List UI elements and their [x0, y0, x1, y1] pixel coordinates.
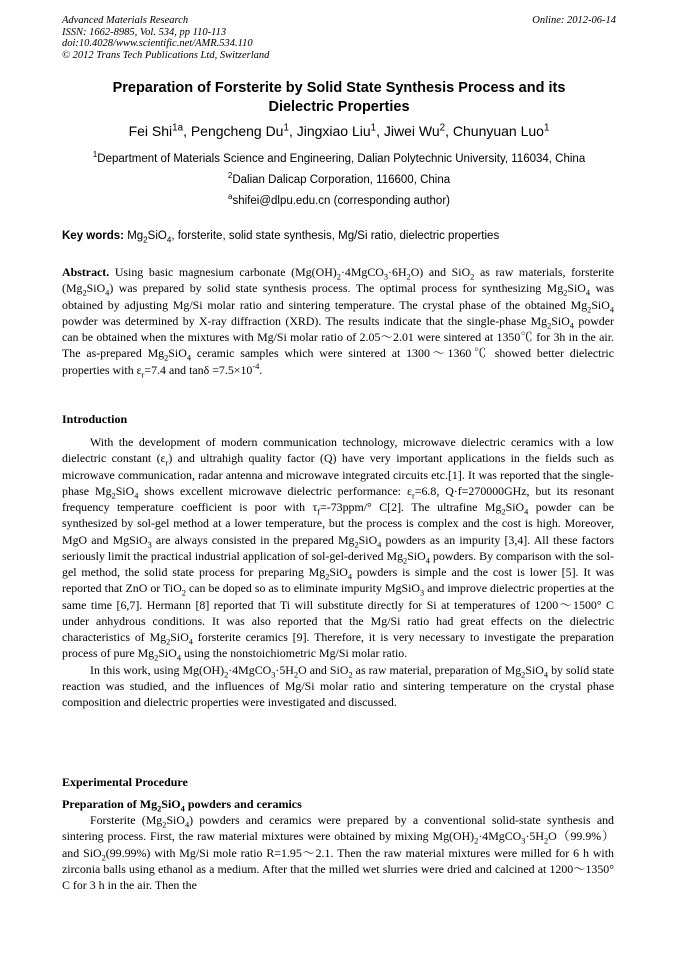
author-list: Fei Shi$^{1a}$, Pengcheng Du$^1$, Jingxiao Liu$^1$, Jiwei Wu$^2$, Chunyuan Luo$^1$ — [128, 122, 550, 139]
affiliation-1 — [62, 150, 616, 165]
title-line-1: Preparation of Forsterite by Solid State Synthesis Process and its — [112, 80, 566, 96]
intro-paragraph-1: With the development of modern communication technology, microwave dielectric ceramics with a low dielectric constant $(\varepsilon_r)$ and ultrahigh quality factor (Q) have very important applications in the fields such as microwave communication, radar antenna and microwave integrated circuits etc.[1]. It was reported that the single-phase $Mg_2SiO_4$ shows excellent microwave dielectric performance: $\varepsilon_r=6.8$, Q·f=270000GHz, but its resonant frequency temperature coefficient is poor with $\tau_f=-73ppm/^\circ$ C[2]. The ultrafine $Mg_2SiO_4$ powder can be synthesized by sol-gel method at a lower temperature, but the process is complex and the cost is high. Moreover, MgO and MgSiO$_3$ are always consisted in the prepared $Mg_2SiO_4$ powders as an impurity [3,4]. All these factors seriously limit the practical industrial application of sol-gel-derived $Mg_2SiO_4$ powders. By comparison with the sol-gel method, the solid state process for preparing $Mg_2SiO_4$ powders is simple and the cost is lower [5]. It was reported that ZnO or TiO$_2$ can be doped so as to eliminate impurity MgSiO$_3$ and improve dielectric properties at the same time [6,7]. Hermann [8] reported that Ti will substitute directly for Si at temperatures of 1200～1500° C under anhydrous conditions. It was also reported that the Mg/Si ratio had great effects on the dielectric characteristics of $Mg_2SiO_4$ forsterite ceramics [9]. Therefore, it is very necessary to investigate the preparation process of pure $Mg_2SiO_4$ using the nonstoichiometric Mg/Si molar ratio. — [62, 435, 614, 663]
abstract-paragraph: Abstract. Using basic magnesium carbonate $(Mg(OH)_2\cdot 4MgCO_3\cdot 6H_2O)$ and SiO$_2$ as raw materials, forsterite $(Mg_2SiO_4)$ was prepared by solid state synthesis process. The optimal process for synthesizing $Mg_2SiO_4$ was obtained by adjusting Mg/Si molar ratio and sintering temperature. The crystal phase of the obtained $Mg_2SiO_4$ powder was determined by X-ray diffraction (XRD). The results indicate that the single-phase $Mg_2SiO_4$ powder can be obtained when the mixtures with Mg/Si molar ratio of 2.05～2.01 were sintered at 1350℃ for 3h in the air. The as-prepared $Mg_2SiO_4$ ceramic samples which were sintered at 1300～1360℃ showed better dielectric properties with $\varepsilon_r=7.4$ and $\tan\delta =7.5\times 10^{-4}$. — [62, 265, 614, 379]
introduction-text — [62, 434, 614, 710]
issn: ISSN: 1662-8985, Vol. 534, pp 110-113 — [62, 26, 227, 38]
section-heading-introduction: Introduction — [62, 412, 128, 426]
author-3: Jingxiao Liu — [296, 123, 371, 139]
online-date: Online: 2012-06-14 — [532, 15, 616, 26]
corresponding-email — [62, 192, 616, 207]
author-3-sup: 1 — [370, 122, 377, 134]
author-2: Pengcheng Du — [190, 123, 284, 139]
keywords: Key words: $Mg_2SiO_4$, forsterite, solid state synthesis, Mg/Si ratio, dielectric properties — [62, 230, 500, 245]
keywords-text: forsterite, solid state synthesis, Mg/Si ratio, dielectric properties — [177, 230, 500, 242]
doi: doi:10.4028/www.scientific.net/AMR.534.110 — [62, 38, 253, 49]
abstract-label: Abstract. — [62, 265, 110, 279]
author-4: Jiwei Wu — [383, 123, 440, 139]
section-heading-experimental: Experimental Procedure — [62, 775, 188, 789]
email-text: shifei@dlpu.edu.cn (corresponding author) — [232, 195, 450, 207]
paper-title — [62, 79, 616, 117]
affiliation-2-text: Dalian Dalicap Corporation, 116600, China — [232, 174, 451, 186]
affiliation-1-text: Department of Materials Science and Engineering, Dalian Polytechnic University, 116034, China — [97, 153, 586, 165]
author-5: Chunyuan Luo — [452, 123, 544, 139]
experimental-paragraph-1: Forsterite $(Mg_2SiO_4)$ powders and ceramics were prepared by a conventional solid-state synthesis and sintering process. First, the raw material mixtures were obtained by mixing $Mg(OH)_2\cdot 4MgCO_3\cdot 5H_2O(99.9\%)and$ SiO$_2$(99.99%) with Mg/Si mole ratio R=1.95～2.1. Then the raw material mixtures were milled for 6 h with zirconia balls using ethanol as a medium. After that the milled wet slurries were dried and calcined at 1200～1350° C for 3 h in the air. Then the — [62, 813, 614, 892]
author-2-sup: 1 — [283, 122, 289, 134]
author-4-sup: 2 — [439, 122, 446, 134]
journal-name: Advanced Materials Research — [62, 15, 189, 26]
affiliation-1-sup: 1 — [92, 150, 98, 160]
subsection-heading-preparation: Preparation of $Mg_2SiO_4$ powders and ceramics — [62, 797, 302, 814]
copyright: © 2012 Trans Tech Publications Ltd, Switzerland — [62, 49, 270, 61]
author-1: Fei Shi — [128, 123, 173, 139]
email-sup: a — [227, 192, 233, 202]
intro-paragraph-2: In this work, using $Mg(OH)_2\cdot 4MgCO_3\cdot 5H_2O$ and SiO$_2$ as raw material, preparation of $Mg_2SiO_4$ by solid state reaction was studied, and the influences of Mg/Si molar ratio and sintering temperature on the crystal phase composition and dielectric properties were investigated and discussed. — [62, 662, 614, 709]
title-line-2: Dielectric Properties — [268, 99, 410, 115]
author-5-sup: 1 — [543, 122, 550, 134]
author-1-sup: 1a — [172, 122, 184, 134]
affiliation-2 — [62, 171, 616, 186]
affiliation-2-sup: 2 — [227, 171, 233, 181]
journal-header — [62, 15, 616, 61]
experimental-text — [62, 812, 614, 893]
keywords-label: Key words: — [62, 230, 124, 242]
